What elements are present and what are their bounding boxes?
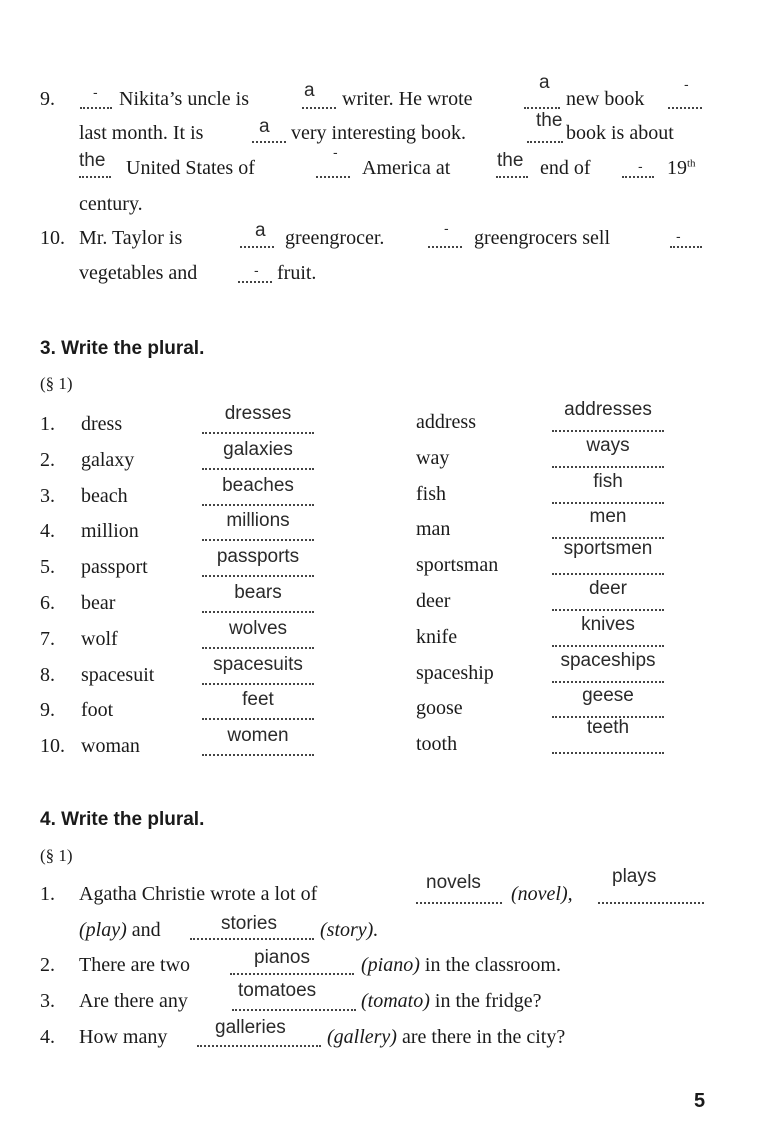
- handwritten-answer: teeth: [586, 717, 630, 739]
- sentence-text: last month. It is: [79, 122, 204, 144]
- sentence-rest: in the fridge?: [434, 990, 542, 1012]
- handwritten-answer: wolves: [228, 617, 288, 639]
- sentence-text: [327, 1026, 565, 1049]
- handwritten-answer: the: [79, 150, 106, 171]
- hint-word: (play): [79, 919, 127, 941]
- handwritten-answer: knives: [581, 613, 635, 635]
- hint-word: (tomato): [361, 990, 430, 1012]
- singular-word: passport: [81, 556, 148, 579]
- sentence-text: writer. He wrote: [342, 88, 473, 110]
- sentence-text: Are there any: [79, 990, 188, 1012]
- handwritten-answer: dresses: [224, 403, 292, 424]
- blank-line: [496, 176, 528, 178]
- item-number: 6.: [40, 592, 55, 614]
- sentence-text: [79, 919, 161, 942]
- sentence-text: America at: [362, 157, 451, 179]
- singular-word: woman: [81, 735, 140, 758]
- sentence-text: end of: [540, 157, 591, 179]
- sentence-text: greengrocers sell: [474, 227, 611, 249]
- handwritten-answer: novels: [426, 872, 481, 893]
- singular-word: dress: [81, 413, 123, 435]
- ordinal-suffix: th: [687, 157, 696, 170]
- sentence-rest: in the classroom.: [424, 954, 561, 976]
- singular-word: tooth: [416, 733, 458, 756]
- handwritten-answer: -: [676, 228, 681, 244]
- blank-line: [527, 141, 563, 143]
- blank-line: [202, 468, 314, 470]
- blank-line: [202, 718, 314, 720]
- blank-line: [552, 645, 664, 647]
- hint-word: (gallery): [327, 1026, 397, 1048]
- blank-line: [316, 176, 350, 178]
- item-number: 10.: [40, 227, 65, 249]
- hint-word: (novel),: [511, 883, 573, 905]
- sentence-text: greengrocer.: [285, 227, 385, 249]
- sentence-text: new book: [566, 88, 645, 110]
- blank-line: [552, 573, 664, 575]
- handwritten-answer: galaxies: [223, 438, 293, 460]
- item-number: 9.: [40, 88, 55, 110]
- singular-word: wolf: [81, 627, 118, 650]
- handwritten-answer: a: [539, 72, 550, 93]
- item-number: 5.: [40, 556, 55, 579]
- handwritten-answer: -: [684, 76, 689, 92]
- blank-line: [668, 107, 702, 109]
- handwritten-answer: the: [536, 110, 563, 131]
- handwritten-answer: beaches: [222, 474, 294, 496]
- handwritten-answer: fish: [593, 470, 623, 492]
- blank-line: [416, 902, 502, 904]
- handwritten-answer: a: [255, 220, 266, 241]
- singular-word: deer: [416, 590, 451, 612]
- singular-word: goose: [416, 697, 463, 720]
- handwritten-answer: plays: [612, 866, 657, 887]
- item-number: 2.: [40, 448, 55, 471]
- singular-word: million: [81, 520, 139, 543]
- handwritten-answer: a: [259, 116, 270, 137]
- blank-line: [552, 681, 664, 683]
- item-number: 4.: [40, 1026, 55, 1048]
- sentence-text: very interesting book.: [291, 122, 466, 144]
- item-number: 9.: [40, 699, 55, 722]
- singular-word: bear: [81, 592, 116, 614]
- blank-line: [428, 246, 462, 248]
- singular-word: knife: [416, 625, 458, 648]
- blank-line: [202, 647, 314, 649]
- blank-line: [552, 466, 664, 468]
- singular-word: man: [416, 518, 451, 541]
- handwritten-answer: addresses: [564, 399, 652, 420]
- blank-line: [230, 973, 354, 975]
- blank-line: [552, 502, 664, 504]
- blank-line: [552, 609, 664, 611]
- sentence-text: How many: [79, 1026, 168, 1048]
- item-number: 1.: [40, 883, 55, 905]
- handwritten-answer: men: [589, 506, 627, 528]
- exercise-heading: 3. Write the plural.: [40, 338, 205, 359]
- handwritten-answer: -: [93, 84, 98, 100]
- handwritten-answer: -: [638, 158, 643, 174]
- blank-line: [238, 281, 272, 283]
- handwritten-answer: -: [254, 262, 259, 278]
- handwritten-answer: pianos: [254, 947, 310, 968]
- sentence-rest: are there in the city?: [401, 1026, 566, 1048]
- handwritten-answer: -: [444, 220, 449, 236]
- blank-line: [202, 575, 314, 577]
- singular-word: beach: [81, 484, 128, 507]
- handwritten-answer: sportsmen: [563, 538, 653, 560]
- sentence-text: [320, 919, 378, 942]
- handwritten-answer: bears: [234, 582, 282, 603]
- exercise-heading: 4. Write the plural.: [40, 809, 205, 830]
- sentence-text: [361, 990, 542, 1013]
- blank-line: [190, 938, 314, 940]
- handwritten-answer: tomatoes: [238, 980, 317, 1001]
- blank-line: [552, 752, 664, 754]
- blank-line: [80, 107, 112, 109]
- blank-line: [202, 754, 314, 756]
- blank-line: [202, 683, 314, 685]
- blank-line: [302, 107, 336, 109]
- sentence-text: [361, 954, 561, 977]
- conjunction: and: [131, 919, 161, 941]
- ordinal-number: 19: [667, 157, 687, 179]
- blank-line: [524, 107, 560, 109]
- handwritten-answer: passports: [216, 546, 300, 568]
- handwritten-answer: feet: [242, 689, 274, 711]
- sentence-text: United States of: [126, 157, 255, 179]
- handwritten-answer: -: [333, 144, 338, 160]
- sentence-text: Nikita’s uncle is: [119, 88, 249, 110]
- handwritten-answer: a: [304, 80, 315, 101]
- blank-line: [670, 246, 702, 248]
- item-number: 10.: [40, 735, 65, 758]
- sentence-text: Mr. Taylor is: [79, 227, 183, 249]
- blank-line: [202, 504, 314, 506]
- blank-line: [79, 176, 111, 178]
- blank-line: [552, 430, 664, 432]
- item-number: 8.: [40, 663, 55, 686]
- blank-line: [197, 1045, 321, 1047]
- sentence-text: There are two: [79, 954, 191, 976]
- sentence-text: book is about: [566, 122, 674, 144]
- singular-word: spaceship: [416, 661, 494, 684]
- sentence-text: [511, 883, 573, 906]
- blank-line: [232, 1009, 356, 1011]
- item-number: 3.: [40, 484, 55, 507]
- sentence-text: Agatha Christie wrote a lot of: [79, 883, 318, 905]
- sentence-text: vegetables and: [79, 262, 198, 284]
- blank-line: [202, 539, 314, 541]
- sentence-text: century.: [79, 193, 143, 215]
- singular-word: foot: [81, 699, 114, 722]
- handwritten-answer: women: [227, 725, 289, 747]
- page-number: 5: [694, 1090, 706, 1112]
- singular-word: galaxy: [81, 448, 135, 471]
- blank-line: [622, 176, 654, 178]
- blank-line: [202, 611, 314, 613]
- item-number: 1.: [40, 413, 55, 435]
- singular-word: way: [416, 446, 450, 469]
- item-number: 7.: [40, 627, 55, 650]
- blank-line: [240, 246, 274, 248]
- sentence-text: [667, 157, 696, 180]
- blank-line: [598, 902, 704, 904]
- handwritten-answer: millions: [226, 510, 290, 532]
- item-number: 3.: [40, 990, 55, 1012]
- singular-word: address: [416, 411, 476, 433]
- handwritten-answer: geese: [582, 685, 634, 707]
- item-number: 2.: [40, 954, 55, 976]
- singular-word: sportsman: [416, 554, 499, 577]
- singular-word: spacesuit: [81, 663, 155, 686]
- singular-word: fish: [416, 482, 446, 505]
- hint-word: (story).: [320, 919, 379, 941]
- hint-word: (piano): [361, 954, 420, 976]
- handwritten-answer: spacesuits: [213, 653, 303, 675]
- blank-line: [252, 141, 286, 143]
- grammar-reference: (§ 1): [40, 846, 73, 865]
- item-number: 4.: [40, 520, 55, 543]
- handwritten-answer: spaceships: [560, 649, 656, 671]
- handwritten-answer: ways: [586, 434, 630, 456]
- handwritten-answer: the: [497, 150, 524, 171]
- handwritten-answer: deer: [588, 578, 628, 599]
- grammar-reference: (§ 1): [40, 374, 73, 393]
- blank-line: [202, 432, 314, 434]
- handwritten-answer: stories: [221, 913, 277, 934]
- sentence-text: fruit.: [277, 262, 317, 284]
- handwritten-answer: galleries: [215, 1017, 286, 1038]
